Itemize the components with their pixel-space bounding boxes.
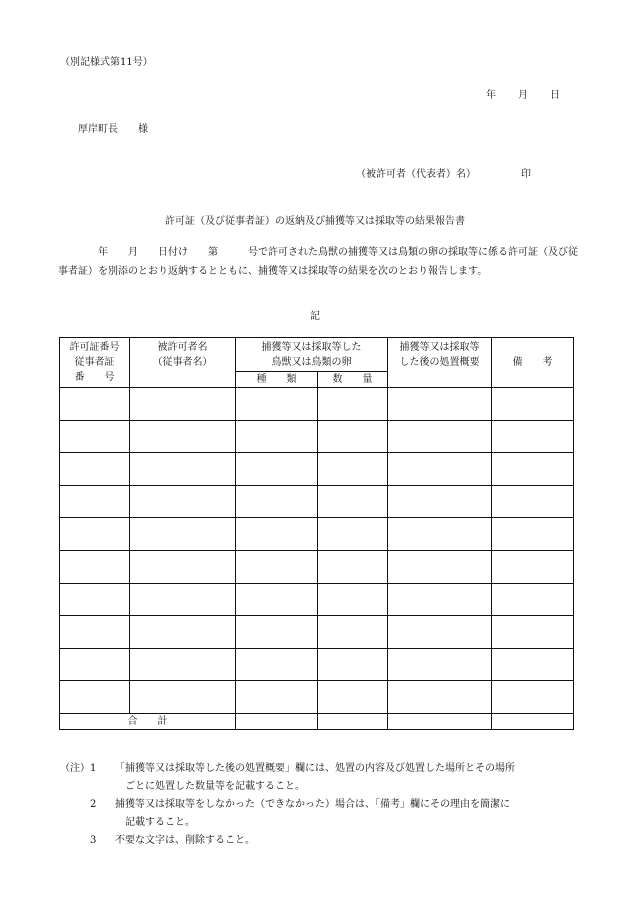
note-line: 記載すること。 xyxy=(125,817,195,828)
table-cell[interactable] xyxy=(236,388,318,421)
table-cell[interactable] xyxy=(492,681,574,714)
table-cell[interactable] xyxy=(236,420,318,453)
table-row xyxy=(60,420,574,453)
table-row xyxy=(60,648,574,681)
note-number: 1 xyxy=(90,763,97,774)
table-cell[interactable] xyxy=(388,616,492,649)
header-remarks: 備 考 xyxy=(492,338,574,388)
note-number: 3 xyxy=(90,835,97,846)
table-cell[interactable] xyxy=(236,681,318,714)
table-row xyxy=(60,485,574,518)
ki-heading: 記 xyxy=(310,311,320,322)
header-captured-items: 捕獲等又は採取等した 鳥獣又は鳥類の卵 xyxy=(236,338,388,372)
form-number: （別記様式第11号） xyxy=(60,57,153,68)
table-row xyxy=(60,388,574,421)
table-cell[interactable] xyxy=(130,453,236,486)
table-cell[interactable] xyxy=(60,583,130,616)
total-remarks-cell[interactable] xyxy=(492,713,574,729)
note-line: ごとに処置した数量等を記載すること。 xyxy=(125,781,305,792)
header-disposal-summary: 捕獲等又は採取等 した後の処置概要 xyxy=(388,338,492,388)
table-cell[interactable] xyxy=(492,518,574,551)
table-cell[interactable] xyxy=(60,550,130,583)
table-cell[interactable] xyxy=(492,388,574,421)
table-cell[interactable] xyxy=(236,485,318,518)
table-cell[interactable] xyxy=(492,485,574,518)
table-cell[interactable] xyxy=(130,518,236,551)
table-cell[interactable] xyxy=(60,388,130,421)
note-item-3 xyxy=(60,832,590,850)
table-total-row xyxy=(60,713,574,729)
table-cell[interactable] xyxy=(236,550,318,583)
table-row xyxy=(60,616,574,649)
table-cell[interactable] xyxy=(130,550,236,583)
header-permit-number: 許可証番号 従事者証 番 号 xyxy=(60,338,130,388)
table-cell[interactable] xyxy=(130,616,236,649)
table-row xyxy=(60,550,574,583)
addressee: 厚岸町長 様 xyxy=(78,124,148,135)
table-cell[interactable] xyxy=(60,485,130,518)
table-cell[interactable] xyxy=(236,453,318,486)
table-cell[interactable] xyxy=(318,583,388,616)
applicant-name-line: （被許可者（代表者）名） 印 xyxy=(356,169,531,180)
table-cell[interactable] xyxy=(388,550,492,583)
table-row xyxy=(60,453,574,486)
table-cell[interactable] xyxy=(236,616,318,649)
table-cell[interactable] xyxy=(318,648,388,681)
table-cell[interactable] xyxy=(388,518,492,551)
table-cell[interactable] xyxy=(318,485,388,518)
table-cell[interactable] xyxy=(492,583,574,616)
table-cell[interactable] xyxy=(236,583,318,616)
table-header-row xyxy=(60,338,574,372)
table-row xyxy=(60,518,574,551)
table-cell[interactable] xyxy=(492,648,574,681)
table-cell[interactable] xyxy=(236,518,318,551)
table-cell[interactable] xyxy=(492,550,574,583)
table-cell[interactable] xyxy=(130,681,236,714)
body-text: 年 月 日付け 第 号で許可された鳥獣の捕獲等又は鳥類の卵の採取等に係る許可証（及び従事者証）を別添のとおり返納するとともに、捕獲等又は採取等の結果を次のとおり報告します。 xyxy=(58,247,578,277)
table-cell[interactable] xyxy=(388,583,492,616)
date-line xyxy=(486,86,560,101)
note-line: 不要な文字は、削除すること。 xyxy=(115,835,255,846)
table-cell[interactable] xyxy=(492,420,574,453)
date-day-label: 日 xyxy=(550,90,560,101)
table-cell[interactable] xyxy=(60,681,130,714)
table-cell[interactable] xyxy=(60,648,130,681)
document-title: 許可証（及び従事者証）の返納及び捕獲等又は採取等の結果報告書 xyxy=(165,216,465,227)
table-cell[interactable] xyxy=(318,518,388,551)
table-cell[interactable] xyxy=(388,681,492,714)
note-item-2 xyxy=(60,796,590,832)
table-cell[interactable] xyxy=(318,388,388,421)
table-cell[interactable] xyxy=(130,485,236,518)
table-cell[interactable] xyxy=(318,453,388,486)
total-disposal-cell[interactable] xyxy=(388,713,492,729)
note-line: 「捕獲等又は採取等した後の処置概要」欄には、処置の内容及び処置した場所とその場所 xyxy=(115,763,515,774)
result-table xyxy=(59,337,574,730)
total-label: 合 計 xyxy=(60,713,236,729)
table-cell[interactable] xyxy=(318,550,388,583)
table-cell[interactable] xyxy=(388,485,492,518)
table-cell[interactable] xyxy=(130,583,236,616)
table-cell[interactable] xyxy=(388,420,492,453)
header-kind: 種 類 xyxy=(236,372,318,388)
table-cell[interactable] xyxy=(388,648,492,681)
table-cell[interactable] xyxy=(388,388,492,421)
table-cell[interactable] xyxy=(318,681,388,714)
table-row xyxy=(60,583,574,616)
table-cell[interactable] xyxy=(130,648,236,681)
table-cell[interactable] xyxy=(130,388,236,421)
date-year-label: 年 xyxy=(486,90,496,101)
header-permittee-name: 被許可者名 （従事者名） xyxy=(130,338,236,388)
note-item-1 xyxy=(60,760,590,796)
notes-label: （注） xyxy=(60,763,90,774)
date-month-label: 月 xyxy=(518,90,528,101)
table-cell[interactable] xyxy=(492,616,574,649)
total-quantity-cell[interactable] xyxy=(318,713,388,729)
table-cell[interactable] xyxy=(388,453,492,486)
table-row xyxy=(60,681,574,714)
table-cell[interactable] xyxy=(236,648,318,681)
note-line: 捕獲等又は採取等をしなかった（できなかった）場合は、「備考」欄にその理由を簡潔に xyxy=(115,799,510,810)
note-number: 2 xyxy=(90,799,97,810)
table-cell[interactable] xyxy=(318,616,388,649)
notes xyxy=(60,760,590,850)
table-cell[interactable] xyxy=(60,518,130,551)
table-cell[interactable] xyxy=(318,420,388,453)
table-cell[interactable] xyxy=(60,420,130,453)
table-cell[interactable] xyxy=(60,453,130,486)
total-kind-cell[interactable] xyxy=(236,713,318,729)
table-cell[interactable] xyxy=(130,420,236,453)
table-cell[interactable] xyxy=(492,453,574,486)
table-cell[interactable] xyxy=(60,616,130,649)
header-quantity: 数 量 xyxy=(318,372,388,388)
